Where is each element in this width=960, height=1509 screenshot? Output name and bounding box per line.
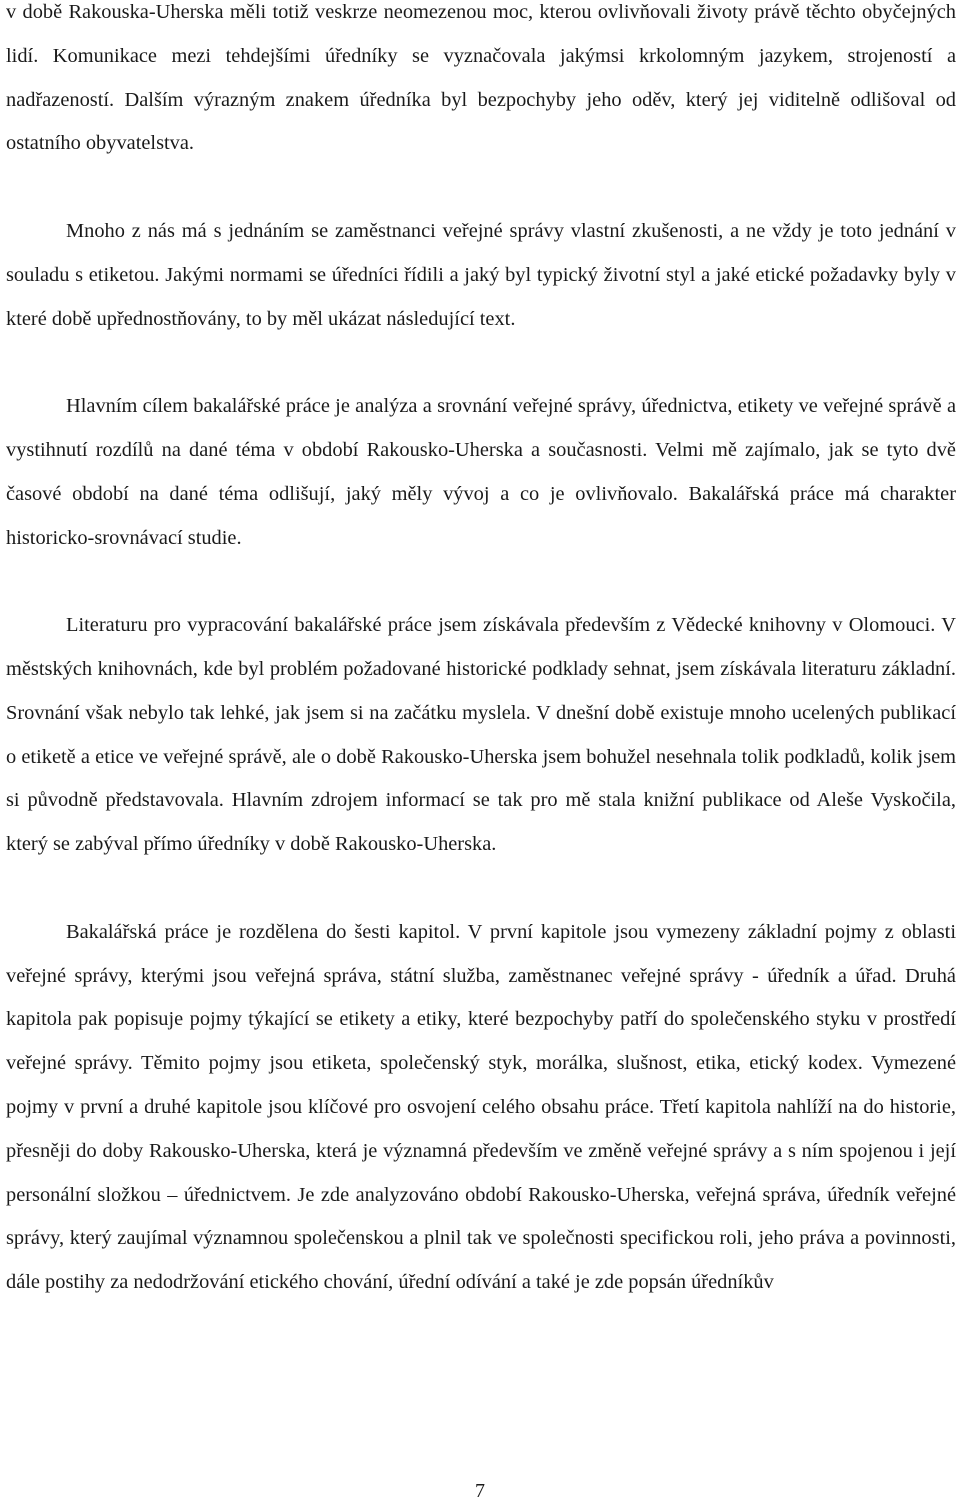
paragraph-structure: Bakalářská práce je rozdělena do šesti kapitol. V první kapitole jsou vymezeny základní pojmy z oblasti veřejné správy, kterými jsou veřejná správa, státní služba, zaměstnanec veřejné správy - úředník a úřad. Druhá kapitola pak popisuje pojmy týkající se etikety a etiky, které bezpochyby patří do společenského styku v prostředí veřejné správy. Těmito pojmy jsou etiketa, společenský styk, morálka, slušnost, etika, etický kodex. Vymezené pojmy v první a druhé kapitole jsou klíčové pro osvojení celého obsahu práce. Třetí kapitola nahlíží na do historie, přesněji do doby Rakousko-Uherska, která je významná především ve změně veřejné správy a s ním spojenou i její personální složkou – úřednictvem. Je zde analyzováno období Rakousko-Uherska, veřejná správa, úředník veřejné správy, který zaujímal významnou společenskou a plnil tak ve společnosti specifickou roli, jeho práva a povinnosti, dále postihy za nedodržování etického chování, úřední odívání a také je zde popsán úředníkův <box>6 920 956 1294</box>
paragraph-gap <box>6 867 956 911</box>
document-page <box>6 0 956 1305</box>
paragraph-experience: Mnoho z nás má s jednáním se zaměstnanci veřejné správy vlastní zkušenosti, a ne vždy je toto jednání v souladu s etiketou. Jakými normami se úředníci řídili a jaký byl typický životní styl a jaké etické požadavky byly v které době upřednostňovány, to by měl ukázat následující text. <box>6 219 956 330</box>
paragraph-gap <box>6 341 956 385</box>
paragraph-gap <box>6 166 956 210</box>
paragraph-literature: Literaturu pro vypracování bakalářské práce jsem získávala především z Vědecké knihovny v Olomouci. V městských knihovnách, kde byl problém požadované historické podklady sehnat, jsem získávala literaturu základní. Srovnání však nebylo tak lehké, jak jsem si na začátku myslela. V dnešní době existuje mnoho ucelených publikací o etiketě a etice ve veřejné správě, ale o době Rakousko-Uherska jsem bohužel nesehnala tolik podkladů, kolik jsem si původně představovala. Hlavním zdrojem informací se tak pro mě stala knižní publikace od Aleše Vyskočila, který se zabýval přímo úředníky v době Rakousko-Uherska. <box>6 614 956 856</box>
page-number: 7 <box>475 1480 485 1502</box>
paragraph-main-goal: Hlavním cílem bakalářské práce je analýza a srovnání veřejné správy, úřednictva, etikety ve veřejné správě a vystihnutí rozdílů na dané téma v období Rakousko-Uherska a současnosti. Velmi mě zajímalo, jak se tyto dvě časové období na dané téma odlišují, jaký měly vývoj a co je ovlivňovalo. Bakalářská práce má charakter historicko-srovnávací studie. <box>6 395 956 549</box>
paragraph-continuation: v době Rakouska-Uherska měli totiž veskrze neomezenou moc, kterou ovlivňovali životy právě těchto obyčejných lidí. Komunikace mezi tehdejšími úředníky se vyznačovala jakýmsi krkolomným jazykem, strojeností a nadřazeností. Dalším výrazným znakem úředníka byl bezpochyby jeho oděv, který jej viditelně odlišoval od ostatního obyvatelstva. <box>6 1 956 155</box>
paragraph-gap <box>6 560 956 604</box>
